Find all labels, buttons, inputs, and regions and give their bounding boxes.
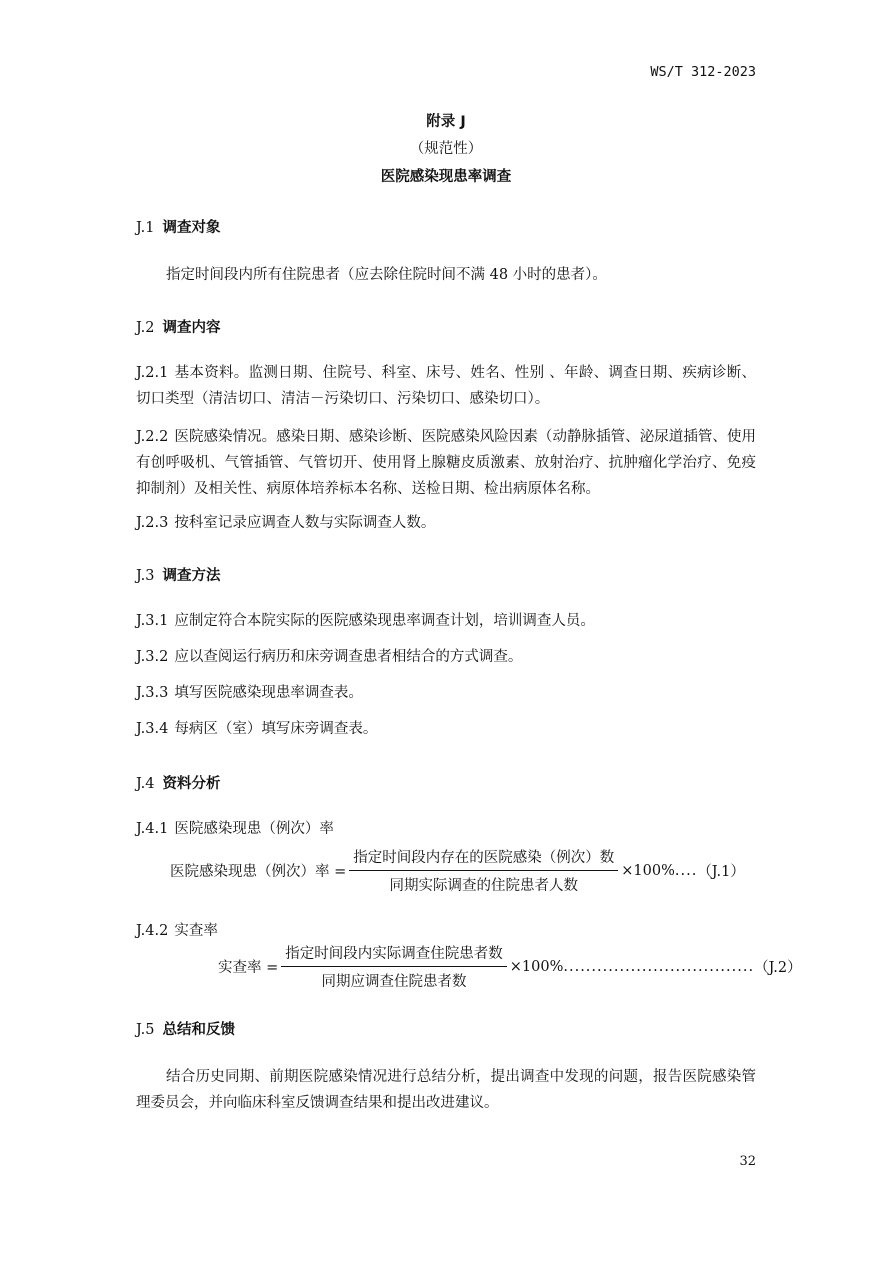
formula-denominator: 同期实际调查的住院患者人数 [389, 878, 579, 894]
appendix-subject: 医院感染现患率调查 [380, 169, 512, 185]
section-label: 总结和反馈 [162, 1022, 236, 1038]
clause-text: 基本资料。监测日期、住院号、科室、床号、姓名、性别 、年龄、调查日期、疾病诊断、切口类型（清洁切口、清洁－污染切口、污染切口、感染切口）。 [136, 365, 756, 407]
paragraph-j2-1 [136, 360, 756, 412]
appendix-type: （规范性） [409, 141, 483, 157]
section-heading-j4 [136, 772, 221, 793]
formula-tag: （J.1） [697, 864, 745, 880]
clause-text: 按科室记录应调查人数与实际调查人数。 [174, 515, 436, 531]
appendix-title: 附录 J [426, 114, 466, 130]
formula-numerator: 指定时间段内存在的医院感染（例次）数 [349, 846, 618, 871]
formula-fraction [281, 942, 507, 991]
section-label: 调查方法 [162, 568, 221, 584]
paragraph-j4-2 [136, 918, 756, 944]
paragraph-j3-4 [136, 716, 756, 742]
formula-lhs: 实查率 = [218, 960, 279, 976]
section-heading-j1 [136, 216, 221, 237]
paragraph-j3-2 [136, 644, 756, 670]
paragraph-j4-1 [136, 816, 756, 842]
clause-number: J.3.1 [136, 613, 169, 629]
formula-denominator: 同期应调查住院患者数 [321, 974, 467, 990]
clause-number: J.2.2 [136, 429, 169, 445]
clause-text: 每病区（室）填写床旁调查表。 [174, 721, 378, 737]
clause-text: 实查率 [174, 923, 218, 939]
clause-number: J.2.3 [136, 515, 169, 531]
paragraph-j5: 结合历史同期、前期医院感染情况进行总结分析，提出调查中发现的问题，报告医院感染管理委员会，并向临床科室反馈调查结果和提出改进建议。 [136, 1069, 756, 1111]
page-number: 32 [739, 1154, 756, 1169]
section-label: 调查对象 [162, 220, 221, 236]
formula-multiplier: ×100% [621, 862, 675, 879]
clause-number: J.4.1 [136, 821, 169, 837]
section-label: 资料分析 [162, 776, 221, 792]
section-number: J.4 [136, 776, 155, 792]
clause-number: J.4.2 [136, 923, 169, 939]
formula-tag: （J.2） [754, 960, 802, 976]
formula-lhs: 医院感染现患（例次）率 = [170, 864, 347, 880]
section-heading-j5 [136, 1018, 235, 1039]
clause-text: 应以查阅运行病历和床旁调查患者相结合的方式调查。 [174, 649, 523, 665]
clause-text: 填写医院感染现患率调查表。 [174, 685, 363, 701]
section-number: J.2 [136, 320, 155, 336]
section-heading-j3 [136, 564, 221, 585]
formula-fraction [349, 846, 618, 895]
section-number: J.3 [136, 568, 155, 584]
paragraph-j1: 指定时间段内所有住院患者（应去除住院时间不满 48 小时的患者）。 [166, 267, 607, 283]
formula-multiplier: ×100% [509, 958, 564, 975]
formula-leader-dots: .... [674, 862, 698, 879]
standard-code: WS/T 312-2023 [650, 64, 756, 80]
clause-number: J.2.1 [136, 365, 169, 381]
paragraph-j2-3 [136, 510, 756, 536]
clause-text: 医院感染情况。感染日期、感染诊断、医院感染风险因素（动静脉插管、泌尿道插管、使用有创呼吸机、气管插管、气管切开、使用肾上腺糖皮质激素、放射治疗、抗肿瘤化学治疗、免疫抑制剂）及相关性、病原体培养标本名称、送检日期、检出病原体名称。 [136, 429, 756, 497]
section-number: J.5 [136, 1022, 155, 1038]
clause-number: J.3.4 [136, 721, 169, 737]
clause-number: J.3.3 [136, 685, 169, 701]
paragraph-j2-2 [136, 424, 756, 502]
formula-leader-dots: .................................. [563, 958, 755, 975]
paragraph-j3-3 [136, 680, 756, 706]
formula-j1 [170, 846, 745, 895]
clause-number: J.3.2 [136, 649, 169, 665]
clause-text: 医院感染现患（例次）率 [174, 821, 334, 837]
section-label: 调查内容 [162, 320, 221, 336]
formula-j2 [218, 942, 802, 991]
formula-numerator: 指定时间段内实际调查住院患者数 [281, 942, 507, 967]
paragraph-j3-1 [136, 608, 756, 634]
section-number: J.1 [136, 220, 155, 236]
clause-text: 应制定符合本院实际的医院感染现患率调查计划，培训调查人员。 [174, 613, 595, 629]
section-heading-j2 [136, 316, 221, 337]
